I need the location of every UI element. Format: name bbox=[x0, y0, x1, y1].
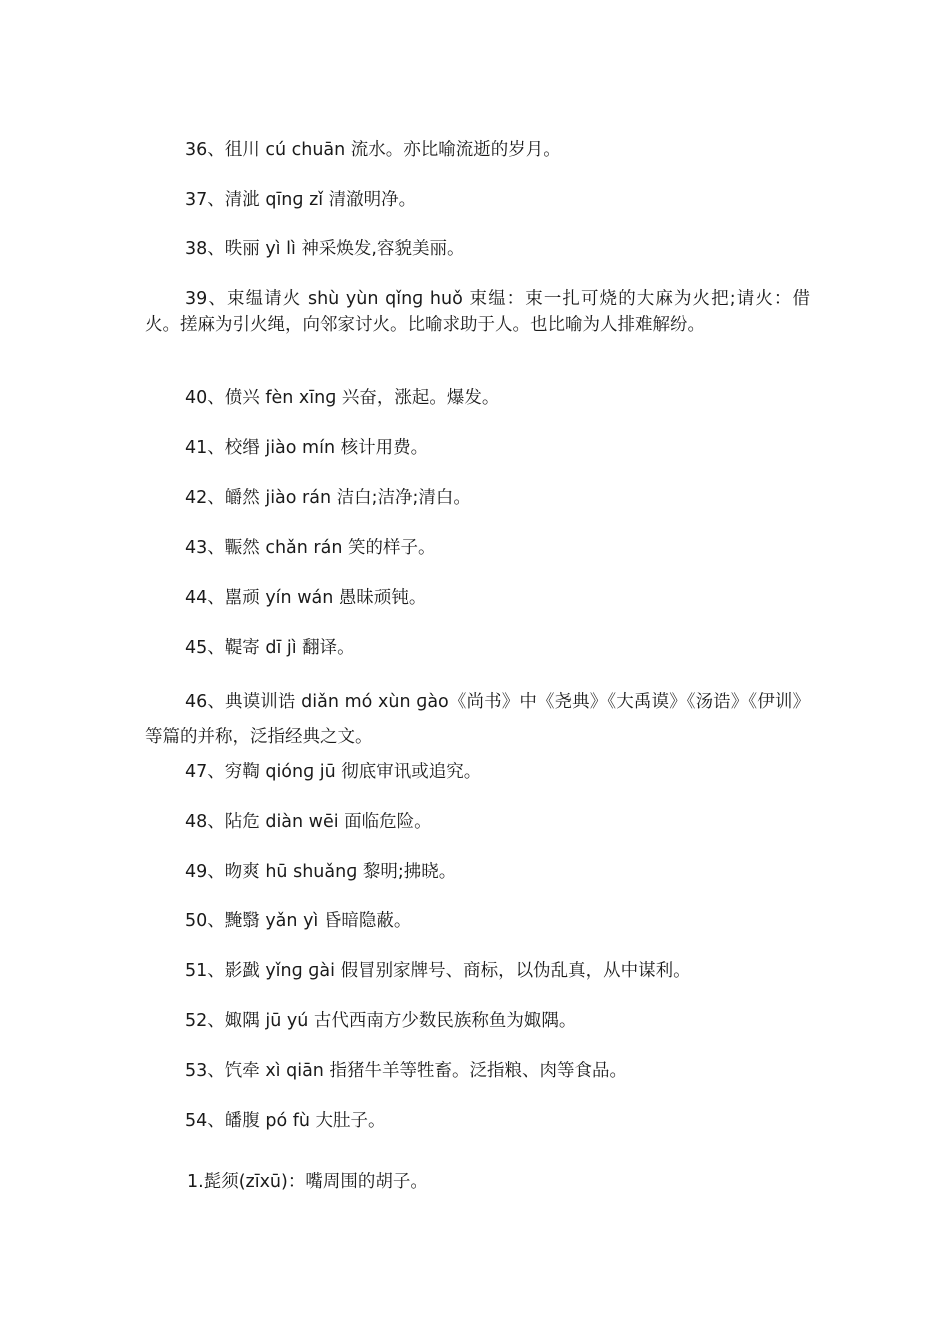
entry-40: 40、偾兴 fèn xīnɡ 兴奋，涨起。爆发。 bbox=[185, 388, 500, 408]
entry-45: 45、鞮寄 dī jì 翻译。 bbox=[185, 638, 355, 658]
entry-53: 53、饩牵 xì qiān 指猪牛羊等牲畜。泛指粮、肉等食品。 bbox=[185, 1061, 627, 1081]
entry-50: 50、黤翳 yǎn yì 昏暗隐蔽。 bbox=[185, 911, 412, 931]
entry-36: 36、徂川 cú chuān 流水。亦比喻流逝的岁月。 bbox=[185, 140, 561, 160]
entry-48: 48、阽危 diàn wēi 面临危险。 bbox=[185, 812, 432, 832]
entry-43: 43、辴然 chǎn rán 笑的样子。 bbox=[185, 538, 436, 558]
entry-46: 46、典谟训诰 diǎn mó xùn ɡào《尚书》中《尧典》《大禹谟》《汤诰》《伊训》等篇的并称，泛指经典之文。 bbox=[145, 692, 810, 747]
entry-38: 38、昳丽 yì lì 神采焕发,容貌美丽。 bbox=[185, 239, 465, 259]
entry-47: 47、穷鞫 qiónɡ jū 彻底审讯或追究。 bbox=[185, 762, 482, 782]
entry-54: 54、皤腹 pó fù 大肚子。 bbox=[185, 1111, 386, 1131]
entry-37: 37、清泚 qīnɡ zǐ 清澈明净。 bbox=[185, 190, 417, 210]
footnote-1: 1.髭须(zīxū)：嘴周围的胡子。 bbox=[187, 1172, 428, 1192]
entry-52: 52、娵隅 jū yú 古代西南方少数民族称鱼为娵隅。 bbox=[185, 1011, 577, 1031]
entry-51: 51、影戤 yǐnɡ ɡài 假冒别家牌号、商标，以伪乱真，从中谋利。 bbox=[185, 961, 691, 981]
entry-42: 42、皭然 jiào rán 洁白;洁净;清白。 bbox=[185, 488, 471, 508]
entry-41: 41、校缗 jiào mín 核计用费。 bbox=[185, 438, 429, 458]
entry-44: 44、嚚顽 yín wán 愚昧顽钝。 bbox=[185, 588, 427, 608]
entry-49: 49、昒爽 hū shuǎnɡ 黎明;拂晓。 bbox=[185, 862, 457, 882]
entry-39: 39、束缊请火 shù yùn qǐnɡ huǒ 束缊：束一扎可烧的大麻为火把;请火：借火。搓麻为引火绳，向邻家讨火。比喻求助于人。也比喻为人排难解纷。 bbox=[145, 289, 810, 335]
